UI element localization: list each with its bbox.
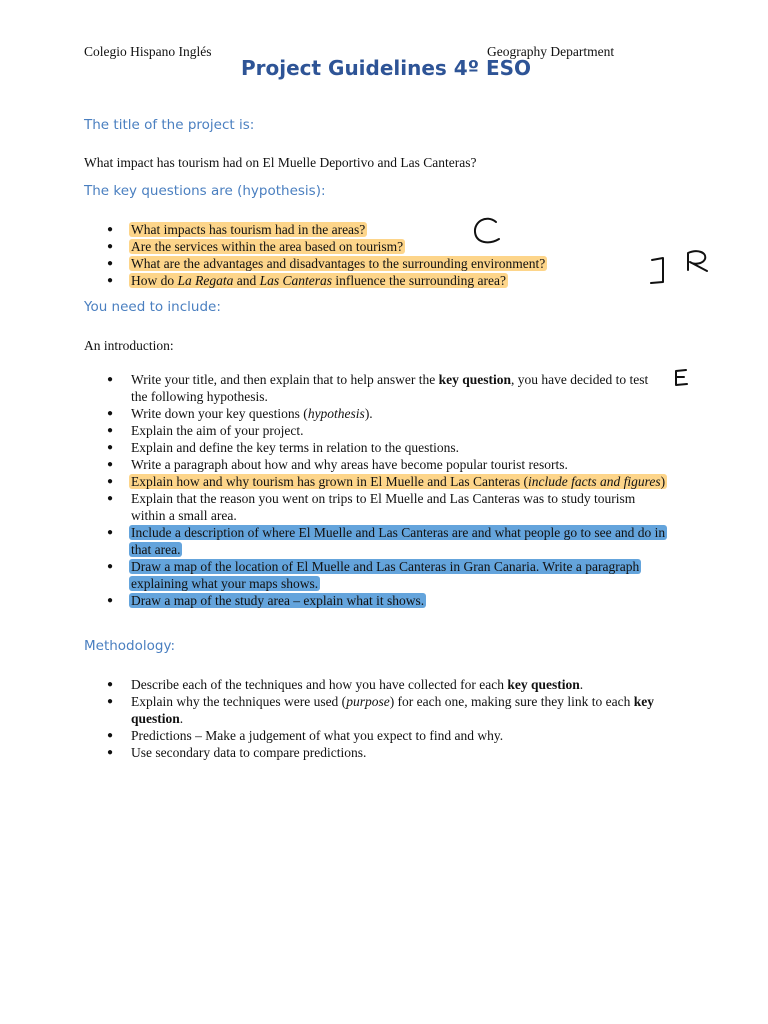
- include-heading: You need to include:: [84, 299, 221, 315]
- bullet-icon: ●: [107, 476, 114, 487]
- school-name: Colegio Hispano Inglés: [84, 44, 212, 59]
- key-question-term: key question: [131, 694, 654, 726]
- text-run: and: [233, 273, 260, 288]
- key-question-1: What impacts has tourism had in the areas?: [131, 222, 366, 237]
- text-run: Write your title, and then explain that to help answer the: [131, 372, 439, 387]
- bullet-icon: ●: [107, 275, 114, 286]
- highlighted-item-location-map: Draw a map of the location of El Muelle and Las Canteras in Gran Canaria. Write a paragraph explaining what your maps shows.: [131, 559, 640, 591]
- handwritten-e-mark: [676, 370, 687, 385]
- bullet-icon: ●: [107, 747, 114, 758]
- bullet-icon: ●: [107, 679, 114, 690]
- bullet-icon: ●: [107, 459, 114, 470]
- text-run: ).: [364, 406, 373, 421]
- text-run: Write a paragraph about how and why areas have become popular tourist resorts.: [131, 457, 568, 472]
- text-run: Use secondary data to compare predictions.: [131, 745, 367, 760]
- bullet-icon: ●: [107, 561, 114, 572]
- purpose-term: purpose: [346, 694, 390, 709]
- highlighted-item-study-map: Draw a map of the study area – explain what it shows.: [131, 593, 425, 608]
- text-run: Explain the aim of your project.: [131, 423, 304, 438]
- text-run: Predictions – Make a judgement of what you expect to find and why.: [131, 728, 504, 743]
- bullet-icon: ●: [107, 241, 114, 252]
- project-title-text: What impact has tourism had on El Muelle Deportivo and Las Canteras?: [84, 155, 477, 170]
- bullet-icon: ●: [107, 595, 114, 606]
- introduction-label: An introduction:: [84, 338, 174, 353]
- handwritten-r-mark: [688, 251, 707, 271]
- bullet-icon: ●: [107, 408, 114, 419]
- page-title: Project Guidelines 4º ESO: [240, 56, 532, 80]
- text-run: Explain how and why tourism has grown in El Muelle and Las Canteras (: [131, 474, 529, 489]
- text-run: How do: [131, 273, 178, 288]
- bullet-icon: ●: [107, 493, 114, 504]
- text-run: Explain that the reason you went on trips to El Muelle and Las Canteras was to study tourism within a small area.: [131, 491, 636, 523]
- bullet-icon: ●: [107, 442, 114, 453]
- bullet-icon: ●: [107, 374, 114, 385]
- text-run: Write down your key questions (: [131, 406, 308, 421]
- place-name-la-regata: La Regata: [177, 273, 234, 288]
- highlighted-item-description: Include a description of where El Muelle and Las Canteras are and what people go to see and do in that area.: [131, 525, 666, 557]
- key-question-term: key question: [507, 677, 580, 692]
- handwritten-bracket-mark: [651, 258, 663, 283]
- hypothesis-term: hypothesis: [307, 406, 365, 421]
- project-title-heading: The title of the project is:: [84, 117, 255, 133]
- text-run: , you have decided to test the following hypothesis.: [131, 372, 649, 404]
- text-run: Describe each of the techniques and how you have collected for each: [131, 677, 508, 692]
- key-questions-heading: The key questions are (hypothesis):: [84, 183, 326, 199]
- text-run: Explain why the techniques were used (: [131, 694, 347, 709]
- key-question-2: Are the services within the area based on tourism?: [131, 239, 404, 254]
- handwritten-c-mark: [475, 219, 499, 243]
- text-run: .: [179, 711, 184, 726]
- bullet-icon: ●: [107, 224, 114, 235]
- methodology-heading: Methodology:: [84, 638, 176, 654]
- text-run: influence the surrounding area?: [332, 273, 506, 288]
- text-run: Explain and define the key terms in relation to the questions.: [131, 440, 460, 455]
- key-question-term: key question: [438, 372, 512, 387]
- bullet-icon: ●: [107, 527, 114, 538]
- place-name-las-canteras: Las Canteras: [259, 273, 333, 288]
- key-question-3: What are the advantages and disadvantages to the surrounding environment?: [131, 256, 546, 271]
- bullet-icon: ●: [107, 696, 114, 707]
- text-run: ) for each one, making sure they link to each: [389, 694, 634, 709]
- bullet-icon: ●: [107, 425, 114, 436]
- bullet-icon: ●: [107, 730, 114, 741]
- text-run: .: [579, 677, 584, 692]
- department-name: Geography Department: [487, 44, 615, 59]
- text-run: ): [660, 474, 666, 489]
- facts-figures-term: include facts and figures: [528, 474, 661, 489]
- bullet-icon: ●: [107, 258, 114, 269]
